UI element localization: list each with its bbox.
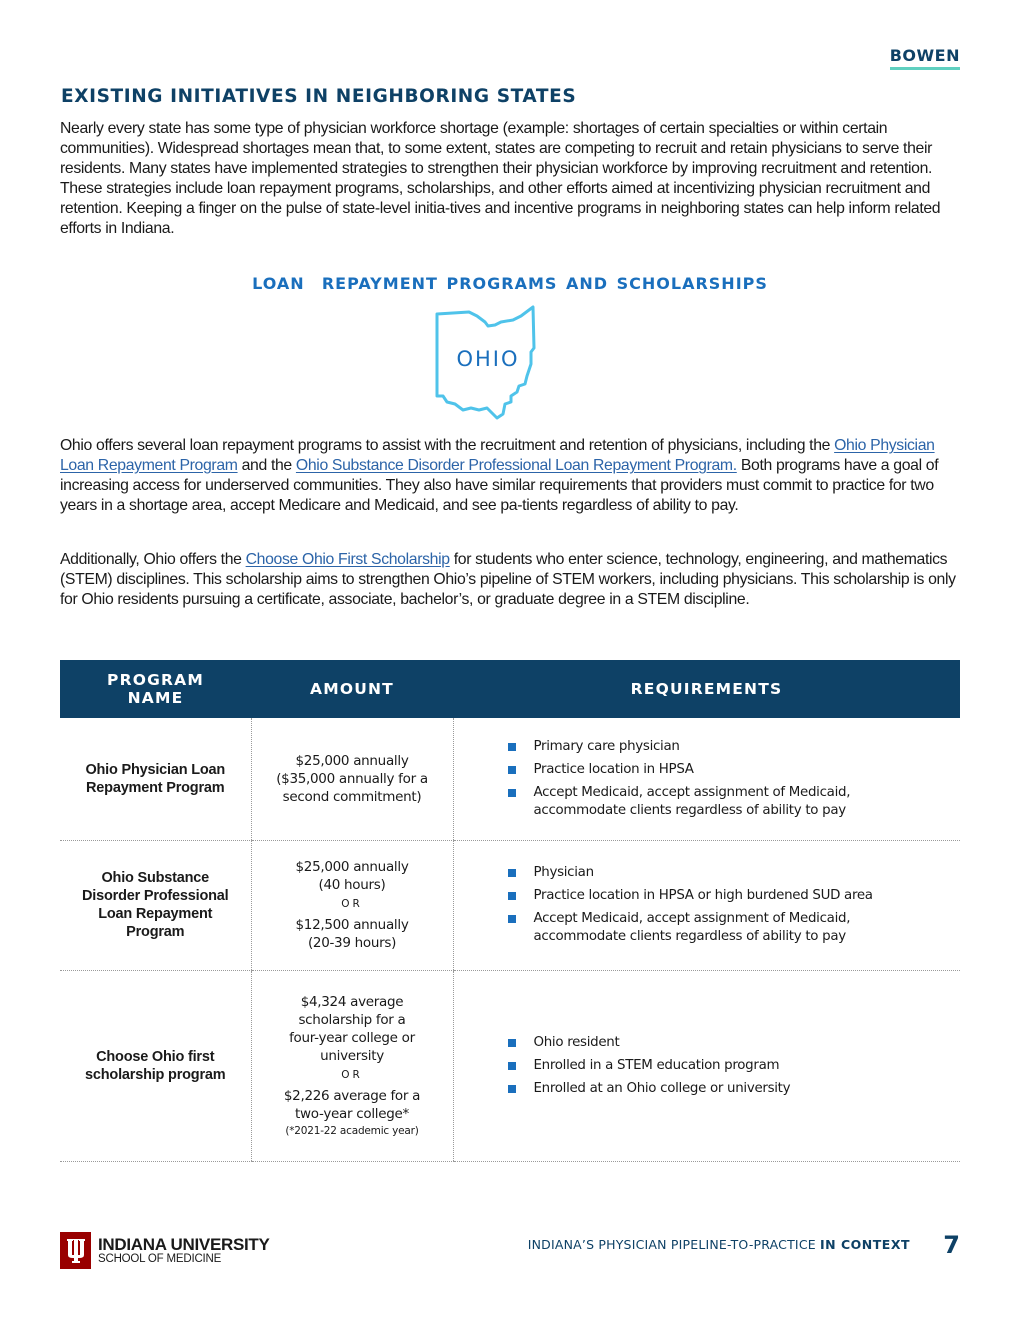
square-bullet-icon	[508, 1039, 516, 1047]
or-separator: OR	[341, 898, 363, 910]
table-row	[60, 970, 960, 1161]
paragraph-text: Both programs have a goal of increasing access for underserved communities. They also have similar requirements that providers must commit to practice for two years in a shortage area, accept Medicare and Medicaid, and see pa-tients regardless of ability to pay.	[60, 457, 939, 514]
amount-footnote: (*2021-22 academic year)	[285, 1124, 419, 1137]
requirement-text: Practice location in HPSA or high burdened SUD area	[533, 888, 873, 903]
header-label: PROGRAM	[107, 671, 204, 689]
requirement-text: Accept Medicaid, accept assignment of Medicaid, accommodate clients regardless of ability to pay	[533, 784, 851, 818]
square-bullet-icon	[508, 1062, 516, 1070]
program-name-cell: Ohio Substance Disorder Professional Loan Repayment Program	[60, 840, 251, 970]
requirements-cell	[453, 970, 960, 1161]
requirement-item	[508, 1080, 941, 1098]
table-header-row	[60, 660, 960, 718]
requirement-item	[508, 738, 941, 756]
subsection-title: LOAN REPAYMENT PROGRAMS AND SCHOLARSHIPS	[252, 274, 768, 293]
requirements-cell	[453, 718, 960, 840]
ohio-scholarship-paragraph	[60, 550, 965, 610]
footer-title-bold: IN CONTEXT	[820, 1237, 910, 1252]
amount-text: four-year college or	[289, 1029, 415, 1046]
requirement-item	[508, 761, 941, 779]
programs-table	[60, 660, 960, 1162]
header-program-name	[60, 660, 251, 718]
amount-cell	[251, 970, 453, 1161]
table-row	[60, 718, 960, 840]
paragraph-text: Additionally, Ohio offers the	[60, 551, 246, 568]
requirement-item	[508, 784, 941, 820]
header-label: NAME	[127, 689, 184, 707]
table-row	[60, 840, 960, 970]
requirement-text: Ohio resident	[533, 1034, 620, 1050]
requirement-item	[508, 910, 941, 946]
school-name: SCHOOL OF MEDICINE	[98, 1253, 222, 1265]
section-title: EXISTING INITIATIVES IN NEIGHBORING STATES	[61, 86, 577, 107]
amount-text: $25,000 annually	[295, 859, 409, 875]
choose-ohio-first-link[interactable]: Choose Ohio First Scholarship	[245, 551, 450, 568]
amount-text: second commitment)	[282, 788, 422, 805]
header-requirements: REQUIREMENTS	[453, 660, 960, 718]
amount-text: university	[320, 1047, 384, 1064]
requirement-item	[508, 864, 941, 882]
ohio-loan-paragraph	[60, 436, 965, 516]
amount-text: $4,324 average	[300, 993, 404, 1010]
square-bullet-icon	[508, 869, 516, 877]
requirements-list	[508, 738, 941, 820]
amount-text: $2,226 average for a	[283, 1087, 421, 1104]
program-name-cell: Ohio Physician Loan Repayment Program	[60, 718, 251, 840]
header-amount: AMOUNT	[251, 660, 453, 718]
paragraph-text: Ohio offers several loan repayment programs to assist with the recruitment and retention of physicians, including the	[60, 437, 835, 454]
requirements-cell	[453, 840, 960, 970]
footer-document-title	[528, 1237, 910, 1252]
paragraph-text: for students who enter science, technology, engineering, and mathematics (STEM) disciplines. This scholarship aims to strengthen Ohio’s pipeline of STEM workers, including physicians. This scholarship is only for Ohio residents pursuing a certificate, associate, bachelor’s, or graduate degree in a STEM discipline.	[60, 551, 956, 608]
amount-text: two-year college*	[295, 1105, 409, 1122]
requirement-text: Practice location in HPSA	[533, 761, 694, 777]
requirements-list	[508, 1034, 941, 1098]
or-separator: OR	[341, 1068, 363, 1081]
amount-text: $12,500 annually	[295, 917, 409, 933]
requirement-text: Enrolled at an Ohio college or university	[533, 1080, 791, 1096]
square-bullet-icon	[508, 743, 516, 751]
program-name-cell: Choose Ohio first scholarship program	[60, 970, 251, 1161]
paragraph-text: and the	[237, 457, 296, 474]
requirement-text: Primary care physician	[533, 738, 680, 754]
amount-cell	[251, 718, 453, 840]
intro-paragraph: Nearly every state has some type of physician workforce shortage (example: shortages of certain specialties or within certain communities). Widespread shortages mean that, to some extent, states are competing to recruit and retain physicians to serve their residents. Many states have implemented strategies to strengthen their physician workforce by improving recruitment and retention. These strategies include loan repayment programs, scholarships, and other efforts aimed at incentivizing physician recruitment and retention. Keeping a finger on the pulse of state-level initia-tives and incentive programs in neighboring states can help inform related efforts in Indiana.	[60, 120, 941, 237]
square-bullet-icon	[508, 1085, 516, 1093]
ohio-physician-loan-link[interactable]: Ohio Physician Loan Repayment Program	[60, 437, 935, 474]
university-name: INDIANA UNIVERSITY	[98, 1235, 270, 1254]
amount-cell	[251, 840, 453, 970]
square-bullet-icon	[508, 766, 516, 774]
requirement-item	[508, 1034, 941, 1052]
amount-text: (40 hours)	[318, 877, 386, 893]
amount-text: ($35,000 annually for a	[276, 770, 428, 787]
amount-text: (20-39 hours)	[307, 935, 397, 951]
requirement-text: Accept Medicaid, accept assignment of Medicaid, accommodate clients regardless of ability to pay	[533, 911, 851, 944]
square-bullet-icon	[508, 789, 516, 797]
running-head-author: BOWEN	[890, 46, 960, 70]
requirements-list	[508, 864, 941, 946]
requirement-item	[508, 887, 941, 905]
amount-text: $25,000 annually	[295, 752, 409, 769]
requirement-item	[508, 1057, 941, 1075]
ohio-substance-disorder-loan-link[interactable]: Ohio Substance Disorder Professional Loan Repayment Program.	[295, 457, 737, 474]
footer-title-regular: INDIANA’S PHYSICIAN PIPELINE-TO-PRACTICE	[527, 1237, 821, 1252]
square-bullet-icon	[508, 892, 516, 900]
requirement-text: Physician	[533, 865, 594, 880]
iu-trident-icon	[60, 1232, 91, 1269]
iu-school-of-medicine-logo	[60, 1232, 270, 1269]
requirement-text: Enrolled in a STEM education program	[533, 1057, 780, 1073]
page-number: 7	[943, 1231, 960, 1259]
square-bullet-icon	[508, 915, 516, 923]
iu-wordmark	[98, 1236, 270, 1265]
ohio-map-label: OHIO	[456, 347, 520, 371]
amount-text: scholarship for a	[298, 1011, 406, 1028]
